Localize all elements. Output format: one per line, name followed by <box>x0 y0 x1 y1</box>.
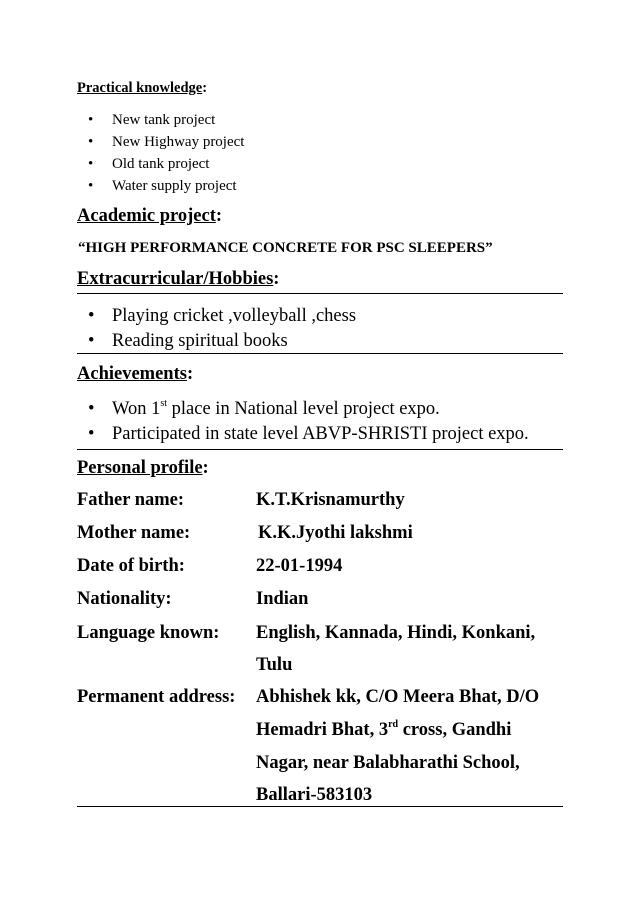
achievements-heading-text: Achievements <box>77 364 187 384</box>
field-label: Permanent address: <box>77 687 236 707</box>
achievements-heading: Achievements: <box>77 364 194 384</box>
personal-profile-heading: Personal profile: <box>77 458 209 478</box>
practical-knowledge-list <box>88 109 244 197</box>
address-line: Ballari-583103 <box>256 785 373 805</box>
extracurricular-list <box>88 304 356 354</box>
field-value: K.T.Krisnamurthy <box>256 490 405 510</box>
list-item: • Reading spiritual books <box>88 329 356 354</box>
section-divider <box>77 353 563 354</box>
academic-project-heading-text: Academic project <box>77 206 216 226</box>
field-value: English, Kannada, Hindi, Konkani, <box>256 623 536 643</box>
academic-project-heading: Academic project: <box>77 206 223 226</box>
extracurricular-heading-text: Extracurricular/Hobbies <box>77 269 274 289</box>
list-item: • Playing cricket ,volleyball ,chess <box>88 304 356 329</box>
list-item <box>88 397 529 422</box>
address-line <box>256 720 511 741</box>
list-item: • New Highway project <box>88 131 244 153</box>
list-item: • Water supply project <box>88 175 244 197</box>
section-divider <box>77 449 563 450</box>
list-item: • Old tank project <box>88 153 244 175</box>
achievements-list <box>88 397 529 447</box>
field-value: Tulu <box>256 655 293 675</box>
section-divider <box>77 806 563 807</box>
section-divider <box>77 293 563 294</box>
achievement-text-part: place in National level project expo. <box>167 399 440 419</box>
field-label: Father name: <box>77 490 185 510</box>
list-item: • New tank project <box>88 109 244 131</box>
field-label: Nationality: <box>77 589 172 609</box>
practical-knowledge-heading: Practical knowledge: <box>77 80 208 96</box>
field-value: K.K.Jyothi lakshmi <box>258 523 413 543</box>
field-label: Mother name: <box>77 523 191 543</box>
extracurricular-heading: Extracurricular/Hobbies: <box>77 269 280 289</box>
field-label: Date of birth: <box>77 556 185 576</box>
personal-profile-heading-text: Personal profile <box>77 458 203 478</box>
ordinal-superscript: rd <box>388 719 399 730</box>
field-value: Indian <box>256 589 309 609</box>
address-text-part: cross, Gandhi <box>398 720 512 740</box>
achievement-text-part: Won 1 <box>112 399 161 419</box>
ordinal-superscript: st <box>160 398 168 409</box>
address-text-part: Hemadri Bhat, 3 <box>256 720 389 740</box>
field-label: Language known: <box>77 623 220 643</box>
address-line: Abhishek kk, C/O Meera Bhat, D/O <box>256 687 540 707</box>
field-value: 22-01-1994 <box>256 556 343 576</box>
list-item: • Participated in state level ABVP-SHRISTI project expo. <box>88 422 529 447</box>
practical-knowledge-heading-text: Practical knowledge <box>77 80 203 96</box>
address-line: Nagar, near Balabharathi School, <box>256 753 520 773</box>
academic-project-title: “HIGH PERFORMANCE CONCRETE FOR PSC SLEEPERS” <box>78 240 493 256</box>
